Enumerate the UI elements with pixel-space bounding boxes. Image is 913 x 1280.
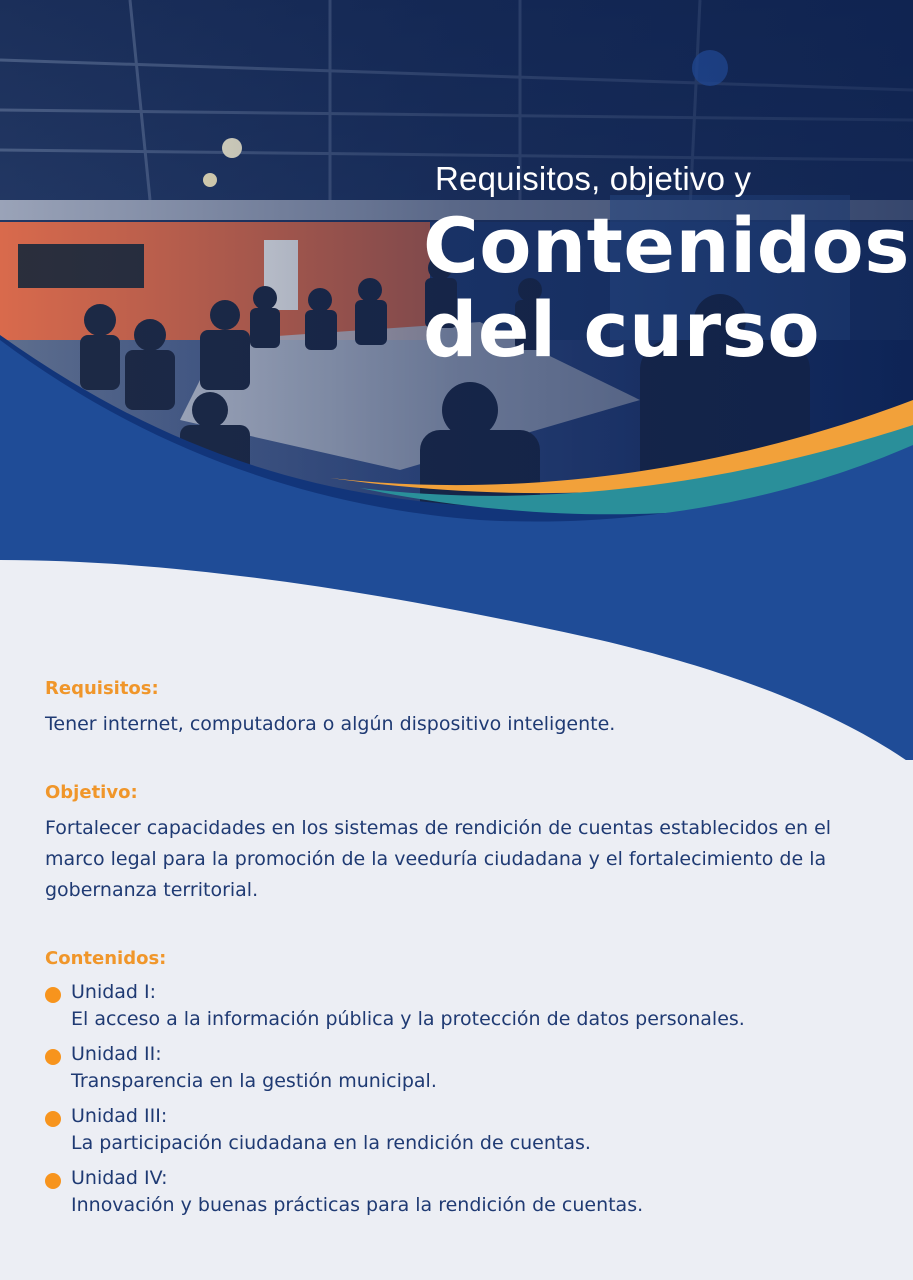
unit-description: La participación ciudadana en la rendición de cuentas. <box>71 1132 591 1154</box>
contenidos-section <box>45 948 875 1219</box>
bullet-dot-icon <box>45 1173 61 1189</box>
objetivo-text: Fortalecer capacidades en los sistemas de rendición de cuentas establecidos en el marco legal para la promoción de la veeduría ciudadana y el fortalecimiento de la gobernanza territorial. <box>45 817 832 901</box>
contenidos-heading: Contenidos: <box>45 948 167 969</box>
requisitos-text: Tener internet, computadora o algún dispositivo inteligente. <box>45 713 616 735</box>
hero-title-line1: Contenidos <box>423 201 910 290</box>
objetivo-section <box>45 782 875 906</box>
hero-subtitle: Requisitos, objetivo y <box>435 160 752 197</box>
course-details <box>45 678 875 1227</box>
hero-title-line2: del curso <box>423 285 821 374</box>
unit-title: Unidad II: <box>71 1043 162 1065</box>
unit-title: Unidad III: <box>71 1105 168 1127</box>
requisitos-heading: Requisitos: <box>45 678 159 699</box>
bullet-dot-icon <box>45 1049 61 1065</box>
list-item <box>45 979 875 1033</box>
hero-title-block <box>423 160 910 374</box>
objetivo-heading: Objetivo: <box>45 782 138 803</box>
unit-title: Unidad I: <box>71 981 157 1003</box>
unit-description: Innovación y buenas prácticas para la rendición de cuentas. <box>71 1194 644 1216</box>
bullet-dot-icon <box>45 987 61 1003</box>
list-item <box>45 1165 875 1219</box>
unit-title: Unidad IV: <box>71 1167 168 1189</box>
requisitos-section <box>45 678 875 740</box>
bullet-dot-icon <box>45 1111 61 1127</box>
unit-description: El acceso a la información pública y la protección de datos personales. <box>71 1008 745 1030</box>
units-list <box>45 979 875 1219</box>
list-item <box>45 1103 875 1157</box>
list-item <box>45 1041 875 1095</box>
unit-description: Transparencia en la gestión municipal. <box>71 1070 437 1092</box>
